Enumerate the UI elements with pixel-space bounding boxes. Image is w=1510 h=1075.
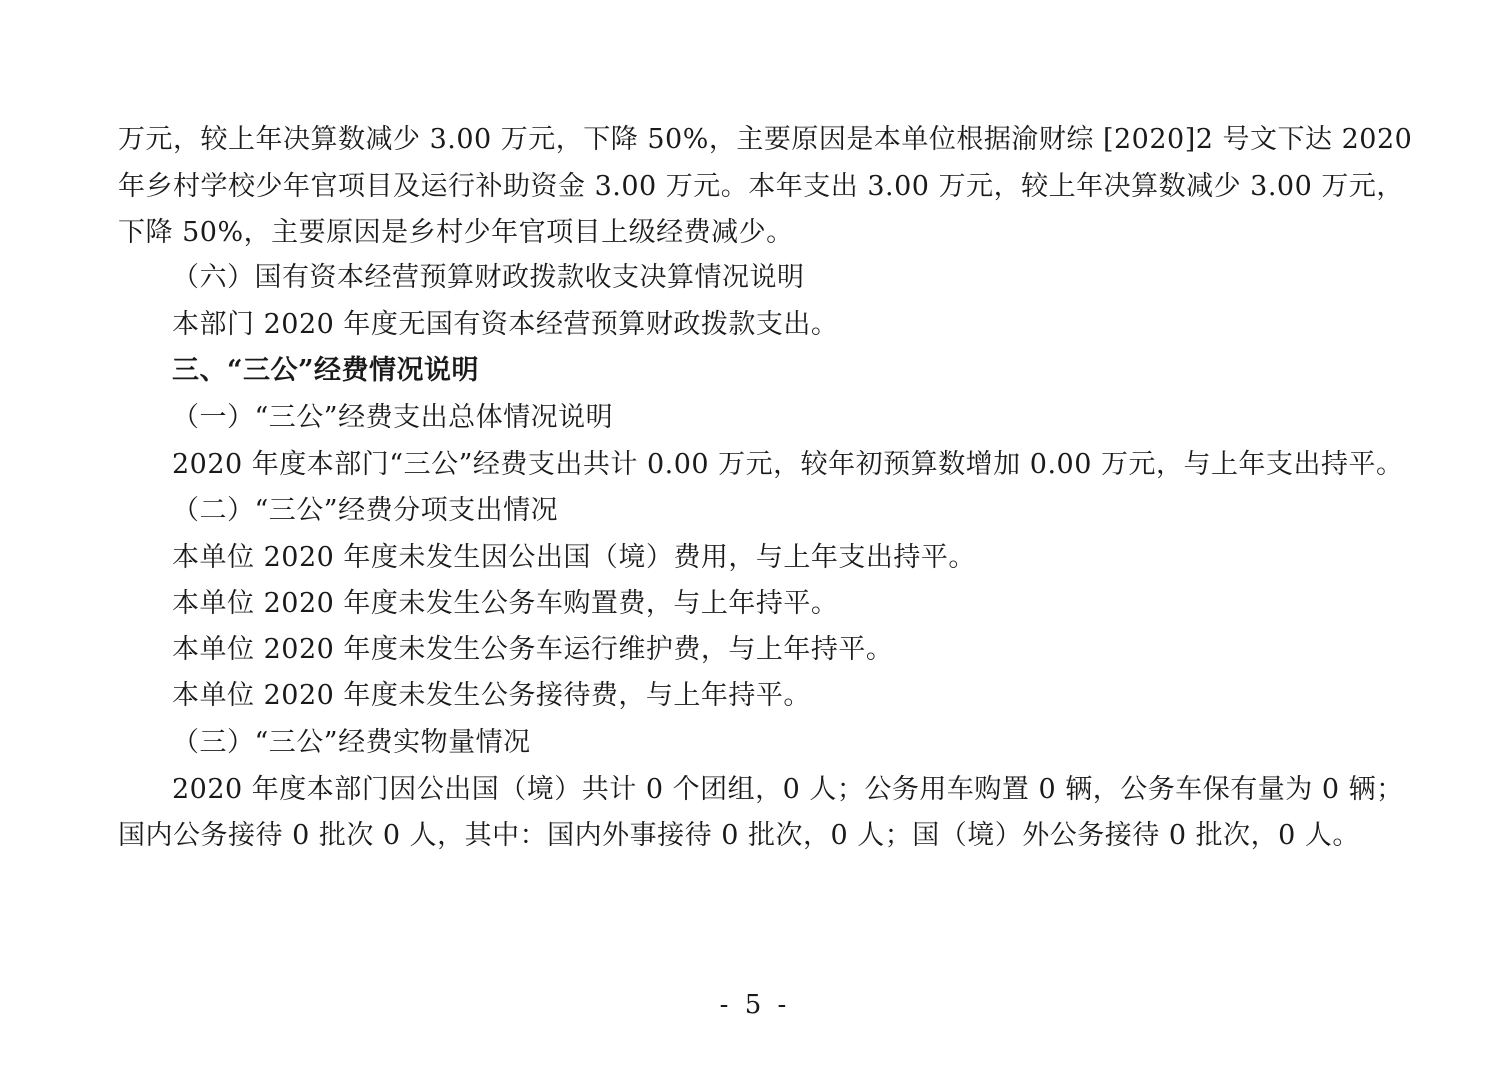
paragraph-line: 本单位 2020 年度未发生因公出国（境）费用，与上年支出持平。 bbox=[172, 542, 976, 573]
paragraph-line: 万元，较上年决算数减少 3.00 万元，下降 50%，主要原因是本单位根据渝财综 [2020]2 号文下达 2020 bbox=[118, 124, 1413, 155]
paragraph-line: 本单位 2020 年度未发生公务车购置费，与上年持平。 bbox=[172, 588, 839, 619]
section-heading: （六）国有资本经营预算财政拨款收支决算情况说明 bbox=[172, 262, 805, 293]
paragraph-line: 本单位 2020 年度未发生公务车运行维护费，与上年持平。 bbox=[172, 634, 894, 665]
section-title: 三、“三公”经费情况说明 bbox=[172, 355, 480, 386]
paragraph-line: 下降 50%，主要原因是乡村少年官项目上级经费减少。 bbox=[118, 217, 794, 248]
paragraph-line: 国内公务接待 0 批次 0 人，其中：国内外事接待 0 批次，0 人；国（境）外公务接待 0 批次，0 人。 bbox=[118, 820, 1360, 851]
paragraph-line: 年乡村学校少年官项目及运行补助资金 3.00 万元。本年支出 3.00 万元，较上年决算数减少 3.00 万元， bbox=[118, 171, 1404, 202]
section-heading: （三）“三公”经费实物量情况 bbox=[172, 727, 531, 758]
paragraph-line: 2020 年度本部门“三公”经费支出共计 0.00 万元，较年初预算数增加 0.00 万元，与上年支出持平。 bbox=[172, 449, 1404, 480]
section-heading: （一）“三公”经费支出总体情况说明 bbox=[172, 402, 614, 433]
paragraph-line: 2020 年度本部门因公出国（境）共计 0 个团组，0 人；公务用车购置 0 辆，公务车保有量为 0 辆； bbox=[172, 774, 1404, 805]
paragraph-line: 本部门 2020 年度无国有资本经营预算财政拨款支出。 bbox=[172, 309, 839, 340]
page-number: - 5 - bbox=[719, 990, 791, 1020]
section-heading: （二）“三公”经费分项支出情况 bbox=[172, 495, 559, 526]
paragraph-line: 本单位 2020 年度未发生公务接待费，与上年持平。 bbox=[172, 680, 811, 711]
